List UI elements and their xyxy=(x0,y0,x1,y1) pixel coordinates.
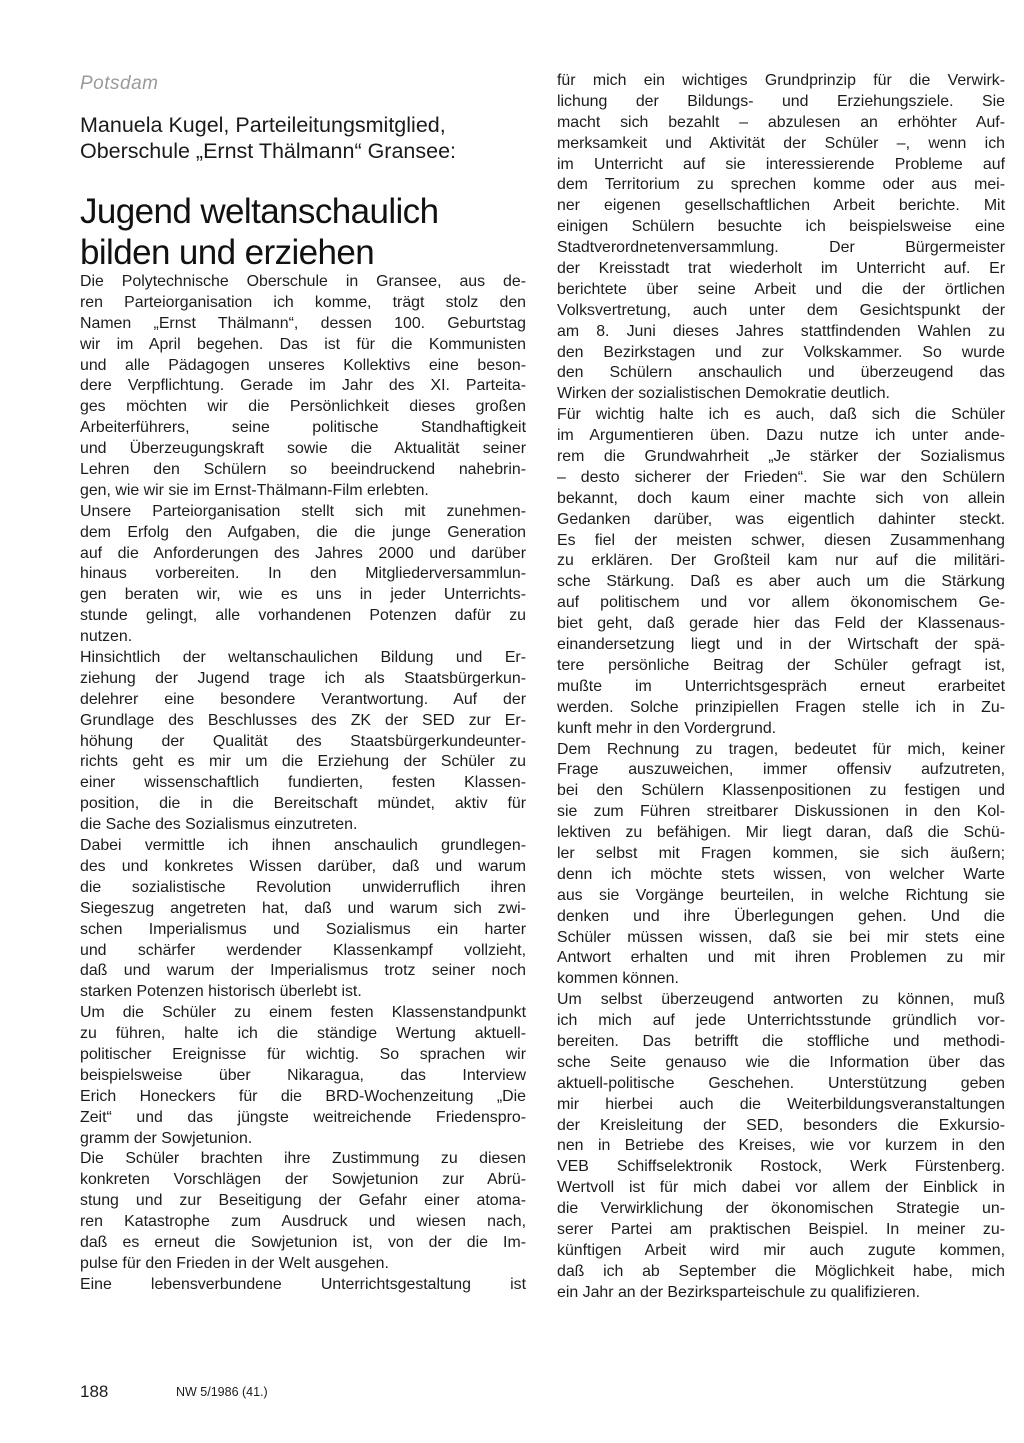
text-line: Dem Rechnung zu tragen, bedeutet für mich, keiner xyxy=(557,740,1005,758)
text-line: nen in Betriebe des Kreises, wie vor kurzem in den xyxy=(557,1137,1005,1155)
text-line: Wertvoll ist für mich dabei vor allem der Einblick in xyxy=(557,1179,1005,1197)
text-line: die Sache des Sozialismus einzutreten. xyxy=(80,816,358,834)
text-line: Es fiel der meisten schwer, diesen Zusammenhang xyxy=(557,531,1005,549)
text-line: für mich ein wichtiges Grundprinzip für die Verwirk- xyxy=(557,72,1005,89)
text-line: aktuell-politische Geschehen. Unterstützung geben xyxy=(557,1074,1005,1092)
text-line: ler selbst mit Fragen kommen, sie sich äußern; xyxy=(557,844,1005,862)
text-line: ges möchten wir die Persönlichkeit dieses großen xyxy=(80,398,526,416)
text-line: daß ich ab September die Möglichkeit habe, mich xyxy=(557,1262,1005,1280)
text-line: gen beraten wir, wie es uns in jeder Unterrichts- xyxy=(80,586,526,604)
text-line: auf politischem und vor allem ökonomischem Ge- xyxy=(557,594,1005,612)
text-line: denn ich möchte stets wissen, von welcher Warte xyxy=(557,865,1005,883)
issue-reference: NW 5/1986 (41.) xyxy=(176,1385,268,1399)
text-line: sche Stärkung. Daß es aber auch um die Stärkung xyxy=(557,573,1005,591)
text-line: Die Polytechnische Oberschule in Gransee, aus de- xyxy=(80,273,526,290)
text-line: dere Verpflichtung. Gerade im Jahr des XI. Parteita- xyxy=(80,377,526,395)
text-line: Gedanken darüber, was eigentlich dahinter steckt. xyxy=(557,510,1005,528)
text-line: und alle Pädagogen unseres Kollektivs eine beson- xyxy=(80,356,526,374)
author-line: Oberschule „Ernst Thälmann“ Gransee: xyxy=(80,139,457,163)
text-line: lektiven zu befähigen. Mir liegt daran, daß die Schü- xyxy=(557,824,1005,842)
text-line: merksamkeit und Aktivität der Schüler –, wenn ich xyxy=(557,134,1005,152)
text-line: ich mich auf jede Unterrichtsstunde gründlich vor- xyxy=(557,1012,1005,1030)
text-line: Stadtverordnetenversammlung. Der Bürgermeister xyxy=(557,239,1005,257)
text-line: des und konkretes Wissen darüber, daß und warum xyxy=(80,857,526,875)
text-line: kommen können. xyxy=(557,970,679,988)
text-line: Um selbst überzeugend antworten zu können, muß xyxy=(557,991,1005,1009)
text-line: denken und ihre Überlegungen gehen. Und die xyxy=(557,907,1005,925)
text-line: Frage auszuweichen, immer offensiv aufzutreten, xyxy=(557,761,1005,779)
text-line: Die Schüler brachten ihre Zustimmung zu diesen xyxy=(80,1150,526,1168)
text-line: biet geht, daß gerade hier das Feld der Klassenaus- xyxy=(557,615,1005,633)
text-line: und schärfer werdender Klassenkampf vollzieht, xyxy=(80,941,526,959)
text-line: Namen „Ernst Thälmann“, dessen 100. Geburtstag xyxy=(80,314,526,332)
text-line: Um die Schüler zu einem festen Klassenstandpunkt xyxy=(80,1004,526,1022)
text-line: die Verwirklichung der ökonomischen Strategie un- xyxy=(557,1200,1005,1218)
text-line: daß und warum der Imperialismus trotz seiner noch xyxy=(80,962,526,980)
text-line: dem Territorium zu sprechen komme oder aus mei- xyxy=(557,176,1005,194)
title-line: bilden und erziehen xyxy=(80,233,375,272)
text-line: der Kreisstadt trat wiederholt im Unterricht auf. Er xyxy=(557,260,1005,278)
text-line: stung und zur Beseitigung der Gefahr einer atoma- xyxy=(80,1192,526,1210)
text-line: Zeit“ und das jüngste weitreichende Friedenspro- xyxy=(80,1108,526,1126)
text-line: zu führen, halte ich die ständige Wertung aktuell- xyxy=(80,1025,526,1043)
text-line: Unsere Parteiorganisation stellt sich mit zunehmen- xyxy=(80,502,526,520)
text-line: die sozialistische Revolution unwiderruflich ihren xyxy=(80,878,526,896)
text-line: mußte im Unterrichtsgespräch erneut erarbeitet xyxy=(557,677,1005,695)
text-line: werden. Solche prinzipiellen Fragen stelle ich in Zu- xyxy=(557,698,1005,716)
text-line: höhung der Qualität des Staatsbürgerkundeunter- xyxy=(80,732,526,750)
text-line: wir im April begehen. Das ist für die Kommunisten xyxy=(80,335,526,353)
text-line: gen, wie wir sie im Ernst-Thälmann-Film erlebten. xyxy=(80,481,429,499)
article-title xyxy=(80,191,530,273)
text-line: bekannt, doch kaum einer machte sich von allein xyxy=(557,489,1005,507)
text-line: Für wichtig halte ich es auch, daß sich die Schüler xyxy=(557,406,1005,424)
text-line: schen Imperialismus und Sozialismus ein harter xyxy=(80,920,526,938)
text-line: bereiten. Das betrifft die stoffliche und methodi- xyxy=(557,1032,1005,1050)
title-line: Jugend weltanschaulich xyxy=(80,192,439,231)
page-number: 188 xyxy=(80,1382,109,1401)
text-line: stunde gelingt, alle vorhandenen Potenzen dafür zu xyxy=(80,607,526,625)
text-line: Grundlage des Beschlusses des ZK der SED zur Er- xyxy=(80,711,526,729)
text-line: delehrer eine besondere Verantwortung. Auf der xyxy=(80,690,526,708)
text-line: – desto sicherer der Frieden“. Sie war den Schülern xyxy=(557,468,1005,486)
text-line: Volksvertretung, auch unter dem Gesichtspunkt der xyxy=(557,301,1005,319)
text-line: lichung der Bildungs- und Erziehungsziele. Sie xyxy=(557,92,1005,110)
text-line: berichtete über seine Arbeit und die der örtlichen xyxy=(557,280,1005,298)
text-line: auf die Anforderungen des Jahres 2000 und darüber xyxy=(80,544,526,562)
text-line: ziehung der Jugend trage ich als Staatsbürgerkun- xyxy=(80,669,526,687)
text-line: position, die in die Bereitschaft mündet, aktiv für xyxy=(80,795,526,813)
text-line: Dabei vermittle ich ihnen anschaulich grundlegen- xyxy=(80,837,526,855)
text-line: kunft mehr in den Vordergrund. xyxy=(557,719,777,737)
text-line: daß es erneut die Sowjetunion ist, von der die Im- xyxy=(80,1233,526,1251)
text-line: rem die Grundwahrheit „Je stärker der Sozialismus xyxy=(557,448,1005,466)
text-line: Arbeiterführers, seine politische Standhaftigkeit xyxy=(80,419,526,437)
text-line: ein Jahr an der Bezirksparteischule zu qualifizieren. xyxy=(557,1283,921,1301)
text-line: tere persönliche Beitrag der Schüler gefragt ist, xyxy=(557,656,1005,674)
text-line: der Kreisleitung der SED, besonders die Exkursio- xyxy=(557,1116,1005,1134)
text-line: politischer Ereignisse für wichtig. So sprachen wir xyxy=(80,1045,526,1063)
text-line: künftigen Arbeit wird mir auch zugute kommen, xyxy=(557,1241,1005,1259)
text-line: dem Erfolg den Aufgaben, die die junge Generation xyxy=(80,523,526,541)
text-line: pulse für den Frieden in der Welt ausgehen. xyxy=(80,1254,389,1272)
text-line: und Überzeugungskraft sowie die Aktualität seiner xyxy=(80,440,526,458)
text-line: zu erklären. Der Großteil kam nur auf die militäri- xyxy=(557,552,1005,570)
text-line: richts geht es mir um die Erziehung der Schüler zu xyxy=(80,753,526,771)
text-line: einer wissenschaftlich fundierten, festen Klassen- xyxy=(80,774,526,792)
text-line: im Argumentieren üben. Dazu nutze ich unter ande- xyxy=(557,427,1005,445)
article-column-right xyxy=(557,71,1005,1304)
text-line: sie zum Führen streitbarer Diskussionen in den Kol- xyxy=(557,803,1005,821)
text-line: ren Katastrophe zum Ausdruck und wiesen nach, xyxy=(80,1213,526,1231)
text-line: Lehren den Schülern so beeindruckend nahebrin- xyxy=(80,461,526,479)
text-line: einigen Schülern besuchte ich beispielsweise eine xyxy=(557,218,1005,236)
text-line: sche Seite genauso wie die Information über das xyxy=(557,1053,1005,1071)
text-line: macht sich bezahlt – abzulesen an erhöhter Auf- xyxy=(557,113,1005,131)
text-line: Hinsichtlich der weltanschaulichen Bildung und Er- xyxy=(80,649,526,667)
text-line: Wirken der sozialistischen Demokratie deutlich. xyxy=(557,385,890,403)
text-line: starken Potenzen historisch überlebt ist. xyxy=(80,983,362,1001)
text-line: hinaus vorbereiten. In den Mitgliederversammlun- xyxy=(80,565,526,583)
text-line: bei den Schülern Klassenpositionen zu festigen und xyxy=(557,782,1005,800)
text-line: nutzen. xyxy=(80,628,133,646)
text-line: beispielsweise über Nikaragua, das Interview xyxy=(80,1066,526,1084)
text-line: Eine lebensverbundene Unterrichtsgestaltung ist xyxy=(80,1275,526,1293)
text-line: den Bezirkstagen und zur Volkskammer. So wurde xyxy=(557,343,1005,361)
text-line: Schüler müssen wissen, daß sie bei mir stets eine xyxy=(557,928,1005,946)
text-line: ner eigenen gesellschaftlichen Arbeit berichte. Mit xyxy=(557,197,1005,215)
article-column-left xyxy=(80,272,526,1296)
text-line: ren Parteiorganisation ich komme, trägt stolz den xyxy=(80,293,526,311)
text-line: serer Partei am praktischen Beispiel. In meiner zu- xyxy=(557,1220,1005,1238)
text-line: konkreten Vorschlägen der Sowjetunion zur Abrü- xyxy=(80,1171,526,1189)
text-line: aus sie Vorgänge beurteilen, in welche Richtung sie xyxy=(557,886,1005,904)
text-line: Siegeszug angetreten hat, daß und warum sich zwi- xyxy=(80,899,526,917)
location-label: Potsdam xyxy=(80,73,159,94)
author-line: Manuela Kugel, Parteileitungsmitglied, xyxy=(80,113,446,137)
text-line: den Schülern anschaulich und überzeugend das xyxy=(557,364,1005,382)
text-line: mir hierbei auch die Weiterbildungsveranstaltungen xyxy=(557,1095,1005,1113)
text-line: Antwort erhalten und mit ihren Problemen zu mir xyxy=(557,949,1005,967)
text-line: Erich Honeckers für die BRD-Wochenzeitung „Die xyxy=(80,1087,526,1105)
text-line: am 8. Juni dieses Jahres stattfindenden Wahlen zu xyxy=(557,322,1005,340)
text-line: VEB Schiffselektronik Rostock, Werk Fürstenberg. xyxy=(557,1158,1005,1176)
text-line: im Unterricht auf sie interessierende Probleme auf xyxy=(557,155,1005,173)
text-line: gramm der Sowjetunion. xyxy=(80,1129,253,1147)
author-byline xyxy=(80,112,520,164)
text-line: einandersetzung liegt und in der Wirtschaft der spä- xyxy=(557,636,1005,654)
